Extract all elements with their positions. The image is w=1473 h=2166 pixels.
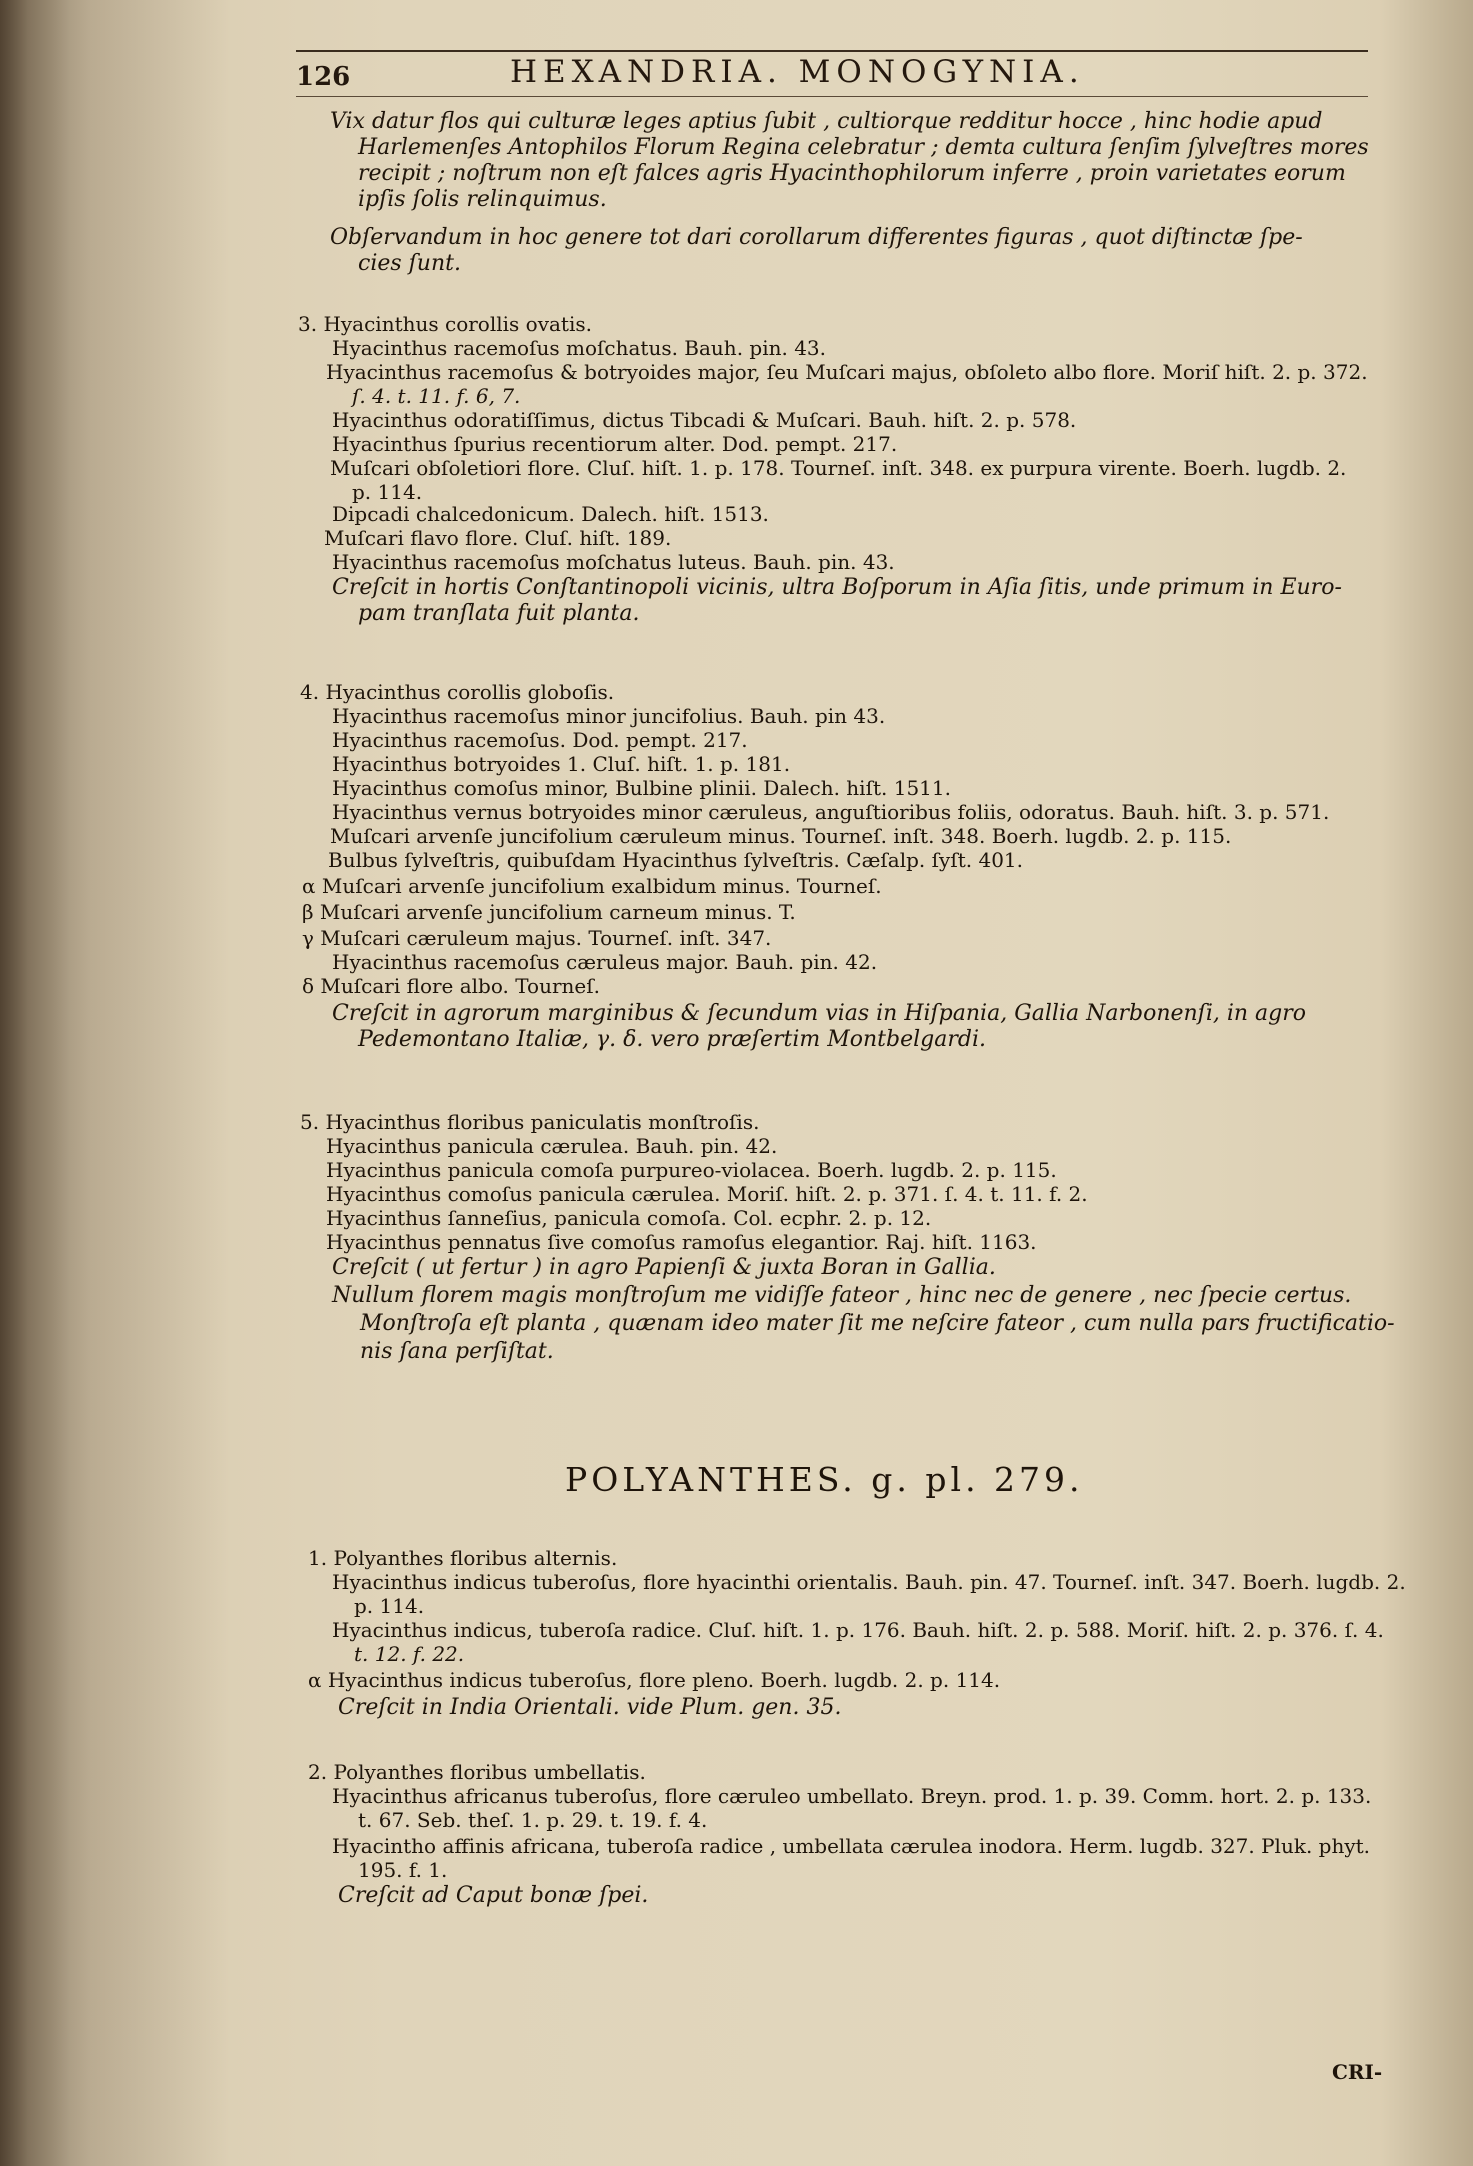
polyanthes-2-synonym: 195. f. 1. bbox=[358, 1858, 448, 1882]
species-5-note: Nullum florem magis monſtroſum me vidiſſe fateor , hinc nec de genere , nec ſpecie certus. bbox=[332, 1283, 1352, 1308]
running-title: HEXANDRIA. MONOGYNIA. bbox=[510, 54, 1085, 90]
species-4-synonym: Hyacinthus racemoſus. Dod. pempt. 217. bbox=[332, 728, 748, 752]
intro-line-5: Obſervandum in hoc genere tot dari corollarum differentes figuras , quot diſtinctæ ſpe- bbox=[330, 225, 1303, 250]
species-4-synonym: Hyacinthus racemoſus minor juncifolius. Bauh. pin 43. bbox=[332, 704, 886, 728]
catchword: CRI- bbox=[1332, 2060, 1383, 2084]
species-3-synonym: Hyacinthus ſpurius recentiorum alter. Dod. pempt. 217. bbox=[332, 432, 898, 456]
intro-line-3: recipit ; noſtrum non eſt falces agris Hyacinthophilorum inferre , proin varietates eorum bbox=[358, 161, 1346, 186]
species-5-note: nis ſana perſiſtat. bbox=[360, 1339, 554, 1364]
species-3-heading: 3. Hyacinthus corollis ovatis. bbox=[298, 312, 592, 336]
species-5-synonym: Hyacinthus panicula comoſa purpureo-violacea. Boerh. lugdb. 2. p. 115. bbox=[326, 1158, 1057, 1182]
page-number: 126 bbox=[296, 62, 351, 92]
polyanthes-1-synonym: p. 114. bbox=[354, 1594, 425, 1618]
species-5-synonym: Hyacinthus ſanneſius, panicula comoſa. Col. ecphr. 2. p. 12. bbox=[326, 1206, 932, 1230]
polyanthes-2-synonym: Hyacinthus africanus tuberoſus, flore cæruleo umbellato. Breyn. prod. 1. p. 39. Comm. hort. 2. p. 133. bbox=[332, 1784, 1372, 1808]
species-4-synonym: Hyacinthus comoſus minor, Bulbine plinii. Dalech. hiſt. 1511. bbox=[332, 776, 951, 800]
polyanthes-1-heading: 1. Polyanthes floribus alternis. bbox=[308, 1546, 618, 1570]
species-5-habitat: Creſcit ( ut fertur ) in agro Papienſi & juxta Boran in Gallia. bbox=[332, 1255, 996, 1280]
polyanthes-1-synonym: Hyacinthus indicus tuberoſus, flore hyacinthi orientalis. Bauh. pin. 47. Tourneſ. inſt. 347. Boerh. lugdb. 2. bbox=[332, 1570, 1406, 1594]
species-5-synonym: Hyacinthus panicula cærulea. Bauh. pin. 42. bbox=[326, 1134, 778, 1158]
species-3-habitat: Creſcit in hortis Conſtantinopoli vicinis, ultra Boſporum in Aſia ſitis, unde primum in Euro- bbox=[332, 575, 1342, 600]
species-4-habitat: Pedemontano Italiæ, γ. δ. vero præſertim Montbelgardi. bbox=[358, 1027, 986, 1052]
species-4-synonym: Hyacinthus racemoſus cæruleus major. Bauh. pin. 42. bbox=[332, 950, 878, 974]
polyanthes-2-synonym: Hyacintho affinis africana, tuberoſa radice , umbellata cærulea inodora. Herm. lugdb. 327. Pluk. phyt. bbox=[332, 1834, 1371, 1858]
species-5-heading: 5. Hyacinthus floribus paniculatis monſtroſis. bbox=[300, 1110, 760, 1134]
species-3-variety: Muſcari flavo flore. Cluſ. hiſt. 189. bbox=[324, 526, 672, 550]
species-4-variety-alpha: α Muſcari arvenſe juncifolium exalbidum minus. Tourneſ. bbox=[302, 874, 882, 898]
species-3-synonym: Hyacinthus odoratiſſimus, dictus Tibcadi & Muſcari. Bauh. hiſt. 2. p. 578. bbox=[332, 408, 1077, 432]
intro-line-6: cies ſunt. bbox=[358, 251, 461, 276]
polyanthes-2-heading: 2. Polyanthes floribus umbellatis. bbox=[308, 1760, 646, 1784]
header-rule bbox=[296, 50, 1368, 52]
species-4-habitat: Creſcit in agrorum marginibus & ſecundum vias in Hiſpania, Gallia Narbonenſi, in agro bbox=[332, 1001, 1306, 1026]
species-4-synonym: Muſcari arvenſe juncifolium cæruleum minus. Tourneſ. inſt. 348. Boerh. lugdb. 2. p. 115. bbox=[330, 824, 1232, 848]
species-4-variety-beta: β Muſcari arvenſe juncifolium carneum minus. T. bbox=[302, 900, 796, 924]
species-3-habitat: pam tranſlata fuit planta. bbox=[358, 601, 640, 626]
header-underline bbox=[296, 96, 1368, 97]
gutter-shadow bbox=[0, 0, 230, 2166]
species-4-heading: 4. Hyacinthus corollis globoſis. bbox=[300, 680, 615, 704]
species-3-synonym: ſ. 4. t. 11. f. 6, 7. bbox=[352, 384, 521, 408]
polyanthes-2-habitat: Creſcit ad Caput bonæ ſpei. bbox=[338, 1883, 649, 1908]
species-3-synonym: Hyacinthus racemoſus moſchatus. Bauh. pin. 43. bbox=[332, 336, 827, 360]
species-5-synonym: Hyacinthus pennatus ſive comoſus ramoſus elegantior. Raj. hiſt. 1163. bbox=[326, 1230, 1037, 1254]
species-4-synonym: Hyacinthus vernus botryoides minor cæruleus, anguſtioribus foliis, odoratus. Bauh. hiſt. 3. p. 571. bbox=[332, 800, 1330, 824]
polyanthes-1-synonym: t. 12. f. 22. bbox=[354, 1642, 465, 1666]
species-5-note: Monſtroſa eſt planta , quænam ideo mater ſit me neſcire fateor , cum nulla pars fructificatio- bbox=[360, 1311, 1395, 1336]
intro-line-1: Vix datur flos qui culturæ leges aptius ſubit , cultiorque redditur hocce , hinc hodie apud bbox=[330, 109, 1323, 134]
species-3-synonym: Hyacinthus racemoſus & botryoides major, ſeu Muſcari majus, obſoleto albo flore. Moriſ hiſt. 2. p. 372. bbox=[326, 360, 1368, 384]
polyanthes-1-synonym: Hyacinthus indicus, tuberoſa radice. Cluſ. hiſt. 1. p. 176. Bauh. hiſt. 2. p. 588. Moriſ. hiſt. 2. p. 376. ſ. 4. bbox=[332, 1618, 1384, 1642]
intro-line-2: Harlemenſes Antophilos Florum Regina celebratur ; demta cultura ſenſim ſylveſtres mores bbox=[358, 135, 1369, 160]
species-4-variety-delta: δ Muſcari flore albo. Tourneſ. bbox=[302, 974, 601, 998]
species-4-synonym: Bulbus ſylveſtris, quibuſdam Hyacinthus ſylveſtris. Cæſalp. ſyſt. 401. bbox=[328, 848, 1023, 872]
polyanthes-1-variety-alpha: α Hyacinthus indicus tuberoſus, flore pleno. Boerh. lugdb. 2. p. 114. bbox=[308, 1668, 1001, 1692]
polyanthes-1-habitat: Creſcit in India Orientali. vide Plum. gen. 35. bbox=[338, 1695, 842, 1720]
intro-line-4: ipſis ſolis relinquimus. bbox=[358, 187, 607, 212]
genus-title: POLYANTHES. g. pl. 279. bbox=[565, 1460, 1084, 1499]
species-3-synonym: Muſcari obſoletiori flore. Cluſ. hiſt. 1. p. 178. Tourneſ. inſt. 348. ex purpura virente. Boerh. lugdb. 2. bbox=[330, 456, 1347, 480]
polyanthes-2-synonym: t. 67. Seb. theſ. 1. p. 29. t. 19. f. 4. bbox=[358, 1808, 708, 1832]
species-4-synonym: Hyacinthus botryoides 1. Cluſ. hiſt. 1. p. 181. bbox=[332, 752, 791, 776]
species-3-synonym: Dipcadi chalcedonicum. Dalech. hiſt. 1513. bbox=[332, 502, 769, 526]
species-4-variety-gamma: γ Muſcari cæruleum majus. Tourneſ. inſt. 347. bbox=[302, 926, 772, 950]
species-3-synonym: Hyacinthus racemoſus moſchatus luteus. Bauh. pin. 43. bbox=[332, 550, 895, 574]
species-5-synonym: Hyacinthus comoſus panicula cærulea. Moriſ. hiſt. 2. p. 371. ſ. 4. t. 11. f. 2. bbox=[326, 1182, 1088, 1206]
species-3-synonym: p. 114. bbox=[352, 480, 423, 504]
